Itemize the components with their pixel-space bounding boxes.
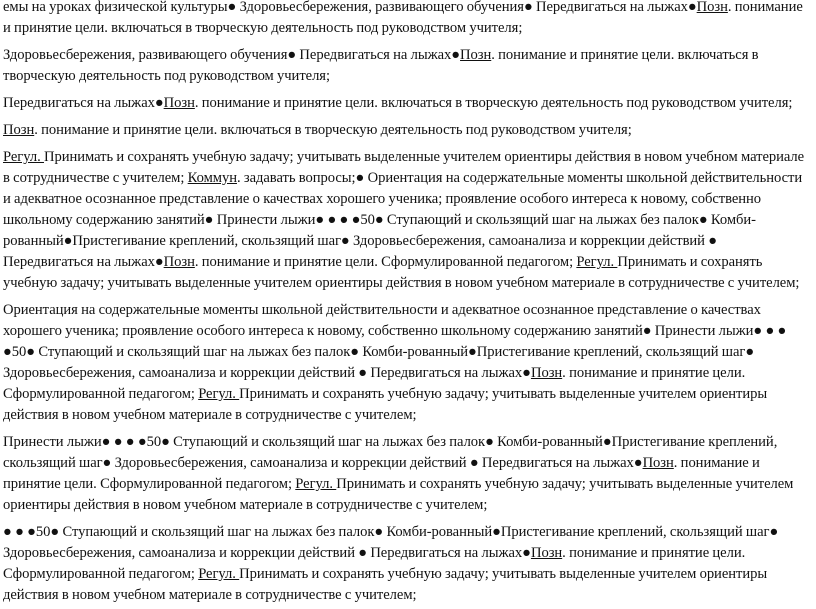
paragraph-3 <box>3 93 808 114</box>
text-run: Принести лыжи● ● ● ●50● Ступающий и скользящий шаг на лыжах без палок● Комби-рованный●Пристегивание креплений, скользящий шаг● Здоровьесбережения, самоанализа и коррекции действий ● Передвигаться на лыжах● <box>3 434 778 471</box>
text-run: . понимание и принятие цели. включаться в творческую деятельность под руководством учителя; <box>3 47 759 84</box>
underlined-term: Позн <box>3 122 35 138</box>
underlined-term: Позн <box>696 0 728 15</box>
text-run: Принимать и сохранять учебную задачу; учитывать выделенные учителем ориентиры действия в новом учебном материале в сотрудничестве с учителем; <box>3 254 800 291</box>
paragraph-4 <box>3 120 808 141</box>
paragraph-5 <box>3 147 808 294</box>
paragraph-8 <box>3 522 808 606</box>
text-run: . понимание и принятие цели. включаться в творческую деятельность под руководством учителя; <box>3 0 803 36</box>
paragraph-7 <box>3 432 808 516</box>
text-run: . понимание и принятие цели. Сформулированной педагогом; <box>194 254 577 270</box>
text-run: . понимание и принятие цели. Сформулированной педагогом; <box>3 455 760 492</box>
underlined-term: Позн <box>163 95 195 111</box>
text-run: Ориентация на содержательные моменты школьной действительности и адекватное осознанное представление о качествах хорошего ученика; проявление особого интереса к новому, собственно школьному содержанию занятий● Принести лыжи● ● ● ●50● Ступающий и скользящий шаг на лыжах без палок● Комби-рованный●Пристегивание креплений, скользящий шаг● Здоровьесбережения, самоанализа и коррекции действий ● Передвигаться на лыжах● <box>3 302 787 381</box>
paragraph-2 <box>3 45 808 87</box>
text-run: емы на уроках физической культуры● Здоровьесбережения, развивающего обучения● Передвигаться на лыжах● <box>3 0 697 15</box>
text-run: . понимание и принятие цели. включаться в творческую деятельность под руководством учителя; <box>194 95 793 111</box>
underlined-term: Регул. <box>295 476 337 492</box>
text-run: Здоровьесбережения, развивающего обучения● Передвигаться на лыжах● <box>3 47 461 63</box>
underlined-term: Регул. <box>198 386 240 402</box>
underlined-term: Позн <box>530 365 563 381</box>
underlined-term: Регул. <box>3 149 44 165</box>
paragraph-6 <box>3 300 808 426</box>
text-run: . понимание и принятие цели. Сформулированной педагогом; <box>3 545 746 582</box>
underlined-term: Коммун <box>187 170 237 186</box>
underlined-term: Позн <box>163 254 195 270</box>
text-run: Принимать и сохранять учебную задачу; учитывать выделенные учителем ориентиры действия в новом учебном материале в сотрудничестве с учителем; <box>3 566 768 603</box>
text-run: Передвигаться на лыжах● <box>3 95 164 111</box>
text-run: . понимание и принятие цели. включаться в творческую деятельность под руководством учителя; <box>34 122 632 138</box>
text-run: Принимать и сохранять учебную задачу; учитывать выделенные учителем ориентиры действия в новом учебном материале в сотрудничестве с учителем; <box>3 149 805 186</box>
text-run: . задавать вопросы;● Ориентация на содержательные моменты школьной действительности и адекватное осознанное представление о качествах хорошего ученика; проявление особого интереса к новому, собственно школьному содержанию занятий● Принести лыжи● ● ● ●50● Ступающий и скользящий шаг на лыжах без палок● Комби-рованный●Пристегивание креплений, скользящий шаг● Здоровьесбережения, самоанализа и коррекции действий ● Передвигаться на лыжах● <box>3 170 803 270</box>
text-run: . понимание и принятие цели. Сформулированной педагогом; <box>3 365 746 402</box>
paragraph-1 <box>3 0 808 39</box>
text-run: Принимать и сохранять учебную задачу; учитывать выделенные учителем ориентиры действия в новом учебном материале в сотрудничестве с учителем; <box>3 476 794 513</box>
underlined-term: Позн <box>642 455 674 471</box>
text-run: Принимать и сохранять учебную задачу; учитывать выделенные учителем ориентиры действия в новом учебном материале в сотрудничестве с учителем; <box>3 386 768 423</box>
underlined-term: Позн <box>530 545 563 561</box>
underlined-term: Регул. <box>198 566 240 582</box>
underlined-term: Регул. <box>576 254 618 270</box>
text-run: ● ● ●50● Ступающий и скользящий шаг на лыжах без палок● Комби-рованный●Пристегивание креплений, скользящий шаг● Здоровьесбережения, самоанализа и коррекции действий ● Передвигаться на лыжах● <box>3 524 779 561</box>
underlined-term: Позн <box>460 47 492 63</box>
